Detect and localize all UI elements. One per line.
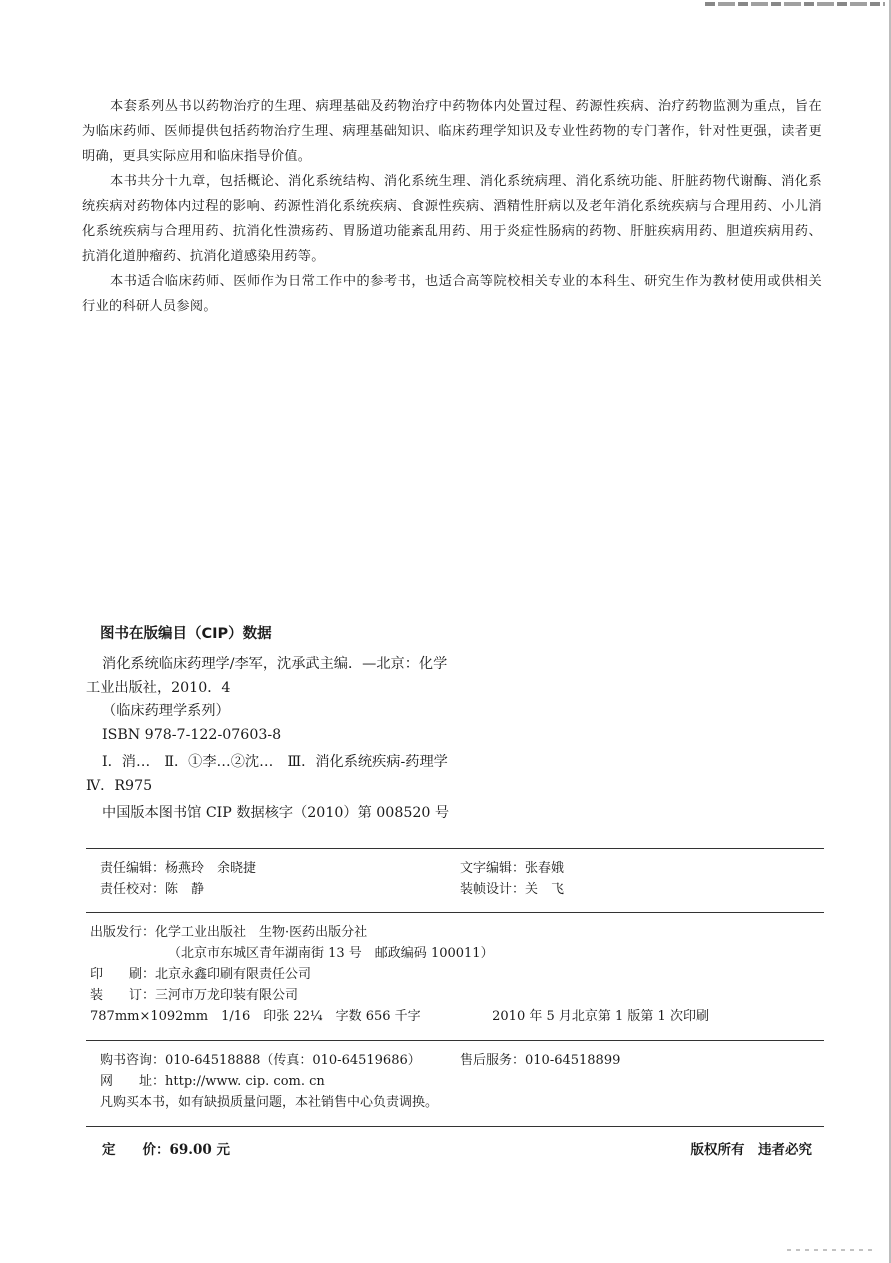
- divider: [86, 912, 824, 913]
- publishing-block: [90, 922, 709, 1027]
- contact-block: [100, 1050, 621, 1113]
- cip-record: [86, 653, 586, 826]
- binder-line: 装 订：三河市万龙印装有限公司: [90, 988, 299, 1003]
- editors-block: [100, 858, 565, 900]
- footer: [102, 1138, 812, 1158]
- scan-artifact-top: [705, 2, 885, 6]
- edition-info: 2010 年 5 月北京第 1 版第 1 次印刷: [492, 1009, 709, 1024]
- abstract-paragraph: 本书共分十九章，包括概论、消化系统结构、消化系统生理、消化系统病理、消化系统功能、肝脏药物代谢酶、消化系统疾病对药物体内过程的影响、药源性消化系统疾病、食源性疾病、酒精性肝病以及老年消化系统疾病与合理用药、小儿消化系统疾病与合理用药、抗消化性溃疡药、胃肠道功能紊乱用药、用于炎症性肠病的药物、肝脏疾病用药、胆道疾病用药、抗消化道肿瘤药、抗消化道感染用药等。: [82, 174, 822, 264]
- divider: [86, 1040, 824, 1041]
- cip-line: （临床药理学系列）: [102, 703, 230, 719]
- cip-line: 工业出版社，2010．4: [86, 679, 231, 696]
- abstract-paragraph: 本套系列丛书以药物治疗的生理、病理基础及药物治疗中药物体内处置过程、药源性疾病、治疗药物监测为重点，旨在为临床药师、医师提供包括药物治疗生理、病理基础知识、临床药理学知识及专业性药物的专门著作，针对性更强，读者更明确，更具实际应用和临床指导价值。: [82, 99, 822, 164]
- replacement-notice: 凡购买本书，如有缺损质量问题，本社销售中心负责调换。: [100, 1095, 439, 1110]
- copyright-notice: 版权所有 违者必究: [690, 1142, 812, 1158]
- publisher-address: （北京市东城区青年湖南街 13 号 邮政编码 100011）: [168, 946, 494, 961]
- cip-line: 消化系统临床药理学/李军，沈承武主编．—北京：化学: [102, 656, 448, 672]
- book-abstract: [82, 94, 822, 319]
- printer-line: 印 刷：北京永鑫印刷有限责任公司: [90, 967, 312, 982]
- format-spec: 787mm×1092mm 1/16 印张 22¼ 字数 656 千字: [90, 1009, 421, 1024]
- order-hotline: 购书咨询：010-64518888（传真：010-64519686）: [100, 1053, 421, 1068]
- cip-line: ISBN 978-7-122-07603-8: [102, 726, 282, 743]
- price: 定 价：69.00 元: [102, 1142, 230, 1158]
- divider: [86, 1126, 824, 1127]
- cip-line: 中国版本图书馆 CIP 数据核字（2010）第 008520 号: [102, 805, 450, 821]
- publisher-line: 出版发行：化学工业出版社 生物·医药出版分社: [90, 925, 368, 940]
- website: 网 址：http://www. cip. com. cn: [100, 1074, 325, 1089]
- proofreader: 责任校对：陈 静: [100, 882, 205, 897]
- responsible-editor: 责任编辑：杨燕玲 余晓捷: [100, 861, 257, 876]
- abstract-paragraph: 本书适合临床药师、医师作为日常工作中的参考书，也适合高等院校相关专业的本科生、研究生作为教材使用或供相关行业的科研人员参阅。: [82, 274, 822, 314]
- cip-line: Ⅰ．消… Ⅱ．①李…②沈… Ⅲ．消化系统疾病-药理学: [102, 754, 448, 770]
- divider: [86, 848, 824, 849]
- cip-line: Ⅳ．R975: [86, 777, 153, 794]
- designer: 装帧设计：关 飞: [460, 882, 565, 897]
- text-editor: 文字编辑：张春娥: [460, 861, 565, 876]
- cip-title: 图书在版编目（CIP）数据: [100, 626, 272, 642]
- after-sales: 售后服务：010-64518899: [460, 1053, 621, 1068]
- scan-artifact-bottom: [787, 1249, 877, 1251]
